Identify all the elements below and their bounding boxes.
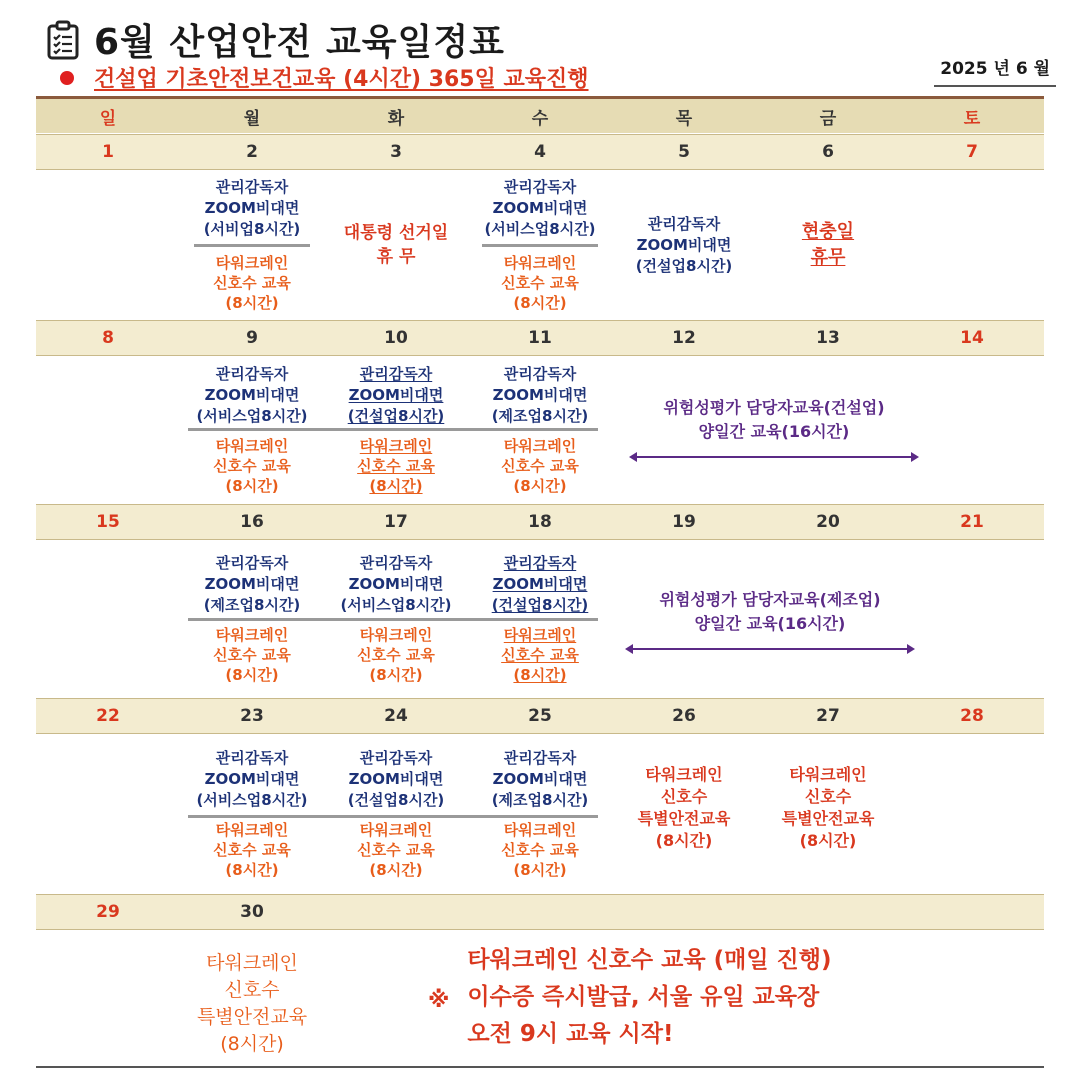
date-number: 13 bbox=[816, 328, 840, 348]
course-mode: ZOOM비대면 bbox=[204, 575, 300, 593]
divider bbox=[188, 618, 598, 621]
course-type: 특별안전교육 bbox=[781, 809, 875, 828]
day-cell bbox=[900, 734, 1044, 894]
date-number: 8 bbox=[102, 328, 114, 348]
course-title: 관리감독자 bbox=[359, 749, 433, 767]
course-title: 타워크레인 bbox=[503, 821, 577, 839]
course-detail: (서비스업8시간) bbox=[340, 596, 452, 614]
event-title: 위험성평가 담당자교육(제조업) bbox=[659, 590, 881, 609]
course-subtitle: 신호수 교육 bbox=[357, 646, 435, 664]
double-arrow-icon bbox=[629, 452, 919, 462]
course-subtitle: 신호수 교육 bbox=[213, 841, 291, 859]
day-cell bbox=[324, 734, 468, 894]
date-number: 3 bbox=[390, 142, 402, 162]
course-title: 타워크레인 bbox=[359, 821, 433, 839]
day-cell bbox=[36, 930, 180, 1078]
course-title: 관리감독자 bbox=[215, 749, 289, 767]
course-title: 관리감독자 bbox=[503, 749, 577, 767]
course-mode: ZOOM비대면 bbox=[492, 199, 588, 217]
date-number: 24 bbox=[384, 706, 408, 726]
date-number bbox=[612, 895, 756, 929]
date-number: 17 bbox=[384, 512, 408, 532]
course-duration: (8시간) bbox=[513, 861, 567, 879]
holiday-status: 휴무 bbox=[810, 247, 846, 268]
date-number bbox=[468, 895, 612, 929]
course-duration: (8시간) bbox=[225, 666, 279, 684]
page-title: 6월 산업안전 교육일정표 bbox=[94, 22, 505, 63]
date-number bbox=[756, 895, 900, 929]
date-row bbox=[36, 320, 1044, 356]
date-number: 28 bbox=[960, 706, 984, 726]
course-title: 타워크레인 bbox=[215, 437, 289, 455]
course-title: 관리감독자 bbox=[215, 365, 289, 383]
course-detail: (건설업8시간) bbox=[347, 407, 445, 425]
day-cell bbox=[324, 170, 468, 320]
course-subtitle: 신호수 bbox=[660, 787, 708, 806]
course-detail: (건설업8시간) bbox=[491, 596, 589, 614]
course-mode: ZOOM비대면 bbox=[348, 386, 444, 404]
weekday-mon: 월 bbox=[243, 108, 261, 129]
date-number: 12 bbox=[672, 328, 696, 348]
course-title: 관리감독자 bbox=[503, 554, 577, 572]
date-number: 26 bbox=[672, 706, 696, 726]
day-cell bbox=[612, 734, 756, 894]
notice-box bbox=[428, 942, 948, 1053]
weekday-fri: 금 bbox=[819, 108, 837, 129]
notice-lines bbox=[467, 942, 831, 1053]
course-subtitle: 신호수 교육 bbox=[357, 457, 435, 475]
course-subtitle: 신호수 교육 bbox=[357, 841, 435, 859]
date-number: 7 bbox=[966, 142, 978, 162]
course-detail: (제조업8시간) bbox=[203, 596, 301, 614]
course-mode: ZOOM비대면 bbox=[492, 575, 588, 593]
course-mode: ZOOM비대면 bbox=[348, 770, 444, 788]
multi-day-event bbox=[620, 588, 920, 654]
calendar bbox=[36, 96, 1044, 1078]
holiday-name: 현충일 bbox=[801, 221, 855, 242]
course-subtitle: 신호수 교육 bbox=[213, 457, 291, 475]
notice-line: 이수증 즉시발급, 서울 유일 교육장 bbox=[467, 984, 820, 1010]
date-number: 10 bbox=[384, 328, 408, 348]
reference-mark-icon: ※ bbox=[428, 988, 450, 1013]
week-row bbox=[36, 356, 1044, 504]
course-duration: (8시간) bbox=[369, 666, 423, 684]
course-duration: (8시간) bbox=[225, 861, 279, 879]
course-title: 관리감독자 bbox=[359, 365, 433, 383]
date-number: 27 bbox=[816, 706, 840, 726]
date-row bbox=[36, 504, 1044, 540]
date-number: 18 bbox=[528, 512, 552, 532]
date-number: 29 bbox=[96, 902, 120, 922]
weekday-header-row bbox=[36, 99, 1044, 134]
course-detail: (제조업8시간) bbox=[491, 791, 589, 809]
subtitle-text: 건설업 기초안전보건교육 (4시간) 365일 교육진행 bbox=[94, 67, 589, 92]
weekday-sun: 일 bbox=[99, 108, 117, 129]
date-number: 11 bbox=[528, 328, 552, 348]
weekday-sat: 토 bbox=[963, 108, 981, 129]
course-mode: ZOOM비대면 bbox=[204, 199, 300, 217]
course-title: 관리감독자 bbox=[215, 178, 289, 196]
divider bbox=[482, 244, 598, 247]
course-duration: (8시간) bbox=[513, 294, 567, 312]
course-duration: (8시간) bbox=[513, 477, 567, 495]
course-title: 타워크레인 bbox=[503, 254, 577, 272]
day-cell bbox=[36, 734, 180, 894]
divider bbox=[194, 244, 310, 247]
date-row bbox=[36, 134, 1044, 170]
day-cell bbox=[180, 734, 324, 894]
subtitle bbox=[60, 62, 589, 93]
week-row bbox=[36, 170, 1044, 320]
date-number: 21 bbox=[960, 512, 984, 532]
bullet-icon bbox=[60, 71, 74, 85]
course-type: 특별안전교육 bbox=[637, 809, 731, 828]
course-title: 타워크레인 bbox=[359, 437, 433, 455]
day-cell bbox=[900, 540, 1044, 698]
weekday-thu: 목 bbox=[675, 108, 693, 129]
event-title: 위험성평가 담당자교육(건설업) bbox=[663, 398, 885, 417]
course-title: 관리감독자 bbox=[215, 554, 289, 572]
date-number: 1 bbox=[102, 142, 114, 162]
date-number: 16 bbox=[240, 512, 264, 532]
weekday-tue: 화 bbox=[387, 108, 405, 129]
course-duration: (8시간) bbox=[369, 861, 423, 879]
course-duration: (8시간) bbox=[225, 294, 279, 312]
event-duration: 양일간 교육(16시간) bbox=[698, 422, 850, 441]
notice-content bbox=[428, 942, 832, 1053]
event-duration: 양일간 교육(16시간) bbox=[694, 614, 846, 633]
day-cell bbox=[900, 170, 1044, 320]
day-cell bbox=[756, 170, 900, 320]
divider bbox=[188, 428, 598, 431]
clipboard-checklist-icon bbox=[46, 20, 80, 60]
course-type: 특별안전교육 bbox=[196, 1006, 308, 1028]
course-mode: ZOOM비대면 bbox=[492, 770, 588, 788]
course-detail: (서비스업8시간) bbox=[196, 407, 308, 425]
holiday-status: 휴 무 bbox=[376, 247, 416, 267]
day-cell bbox=[36, 356, 180, 504]
course-title: 관리감독자 bbox=[359, 554, 433, 572]
course-title: 타워크레인 bbox=[503, 437, 577, 455]
date-number: 30 bbox=[240, 902, 264, 922]
multi-day-event bbox=[624, 396, 924, 462]
course-title: 타워크레인 bbox=[215, 254, 289, 272]
course-detail: (서비스업8시간) bbox=[196, 791, 308, 809]
course-title: 관리감독자 bbox=[503, 178, 577, 196]
course-subtitle: 신호수 bbox=[804, 787, 852, 806]
course-mode: ZOOM비대면 bbox=[204, 770, 300, 788]
date-number: 6 bbox=[822, 142, 834, 162]
course-mode: ZOOM비대면 bbox=[204, 386, 300, 404]
course-subtitle: 신호수 교육 bbox=[501, 274, 579, 292]
day-cell bbox=[756, 734, 900, 894]
date-number: 22 bbox=[96, 706, 120, 726]
date-number: 19 bbox=[672, 512, 696, 532]
holiday-name: 대통령 선거일 bbox=[343, 223, 449, 243]
course-title: 타워크레인 bbox=[215, 821, 289, 839]
course-duration: (8시간) bbox=[220, 1033, 284, 1055]
date-number: 9 bbox=[246, 328, 258, 348]
day-cell bbox=[468, 734, 612, 894]
day-cell bbox=[180, 170, 324, 320]
course-subtitle: 신호수 교육 bbox=[501, 646, 579, 664]
course-subtitle: 신호수 교육 bbox=[501, 457, 579, 475]
date-number bbox=[324, 895, 468, 929]
course-mode: ZOOM비대면 bbox=[348, 575, 444, 593]
course-title: 타워크레인 bbox=[215, 626, 289, 644]
week-row bbox=[36, 734, 1044, 894]
course-title: 관리감독자 bbox=[503, 365, 577, 383]
day-cell bbox=[36, 540, 180, 698]
date-row bbox=[36, 698, 1044, 734]
course-duration: (8시간) bbox=[369, 477, 423, 495]
notice-line: 타워크레인 신호수 교육 (매일 진행) bbox=[467, 947, 832, 973]
course-detail: (건설업8시간) bbox=[635, 256, 733, 275]
course-mode: ZOOM비대면 bbox=[492, 386, 588, 404]
date-number: 2 bbox=[246, 142, 258, 162]
course-subtitle: 신호수 교육 bbox=[213, 646, 291, 664]
course-title: 관리감독자 bbox=[647, 214, 721, 233]
date-row bbox=[36, 894, 1044, 930]
course-subtitle: 신호수 교육 bbox=[213, 274, 291, 292]
course-detail: (건설업8시간) bbox=[347, 791, 445, 809]
course-duration: (8시간) bbox=[799, 831, 857, 850]
course-duration: (8시간) bbox=[655, 831, 713, 850]
date-number: 23 bbox=[240, 706, 264, 726]
course-title: 타워크레인 bbox=[206, 952, 298, 974]
date-number: 25 bbox=[528, 706, 552, 726]
day-cell bbox=[612, 170, 756, 320]
course-detail: (서비스업8시간) bbox=[484, 220, 596, 238]
day-cell bbox=[468, 170, 612, 320]
day-cell bbox=[36, 170, 180, 320]
double-arrow-icon bbox=[625, 644, 915, 654]
date-number: 15 bbox=[96, 512, 120, 532]
course-detail: (서비업8시간) bbox=[203, 220, 301, 238]
course-title: 타워크레인 bbox=[789, 765, 867, 784]
course-title: 타워크레인 bbox=[645, 765, 723, 784]
divider bbox=[188, 815, 598, 818]
week-row bbox=[36, 540, 1044, 698]
course-subtitle: 신호수 교육 bbox=[501, 841, 579, 859]
course-mode: ZOOM비대면 bbox=[636, 235, 732, 254]
course-subtitle: 신호수 bbox=[224, 979, 280, 1001]
year-month-label: 2025 년 6 월 bbox=[934, 54, 1056, 87]
week-row bbox=[36, 930, 1044, 1078]
date-number: 14 bbox=[960, 328, 984, 348]
bottom-rule bbox=[36, 1066, 1044, 1068]
course-title: 타워크레인 bbox=[359, 626, 433, 644]
course-duration: (8시간) bbox=[513, 666, 567, 684]
course-title: 타워크레인 bbox=[503, 626, 577, 644]
date-number: 5 bbox=[678, 142, 690, 162]
title-row bbox=[46, 14, 505, 65]
course-detail: (제조업8시간) bbox=[491, 407, 589, 425]
notice-line: 오전 9시 교육 시작! bbox=[467, 1021, 674, 1047]
course-duration: (8시간) bbox=[225, 477, 279, 495]
day-cell bbox=[180, 930, 324, 1078]
date-number: 20 bbox=[816, 512, 840, 532]
date-number bbox=[900, 895, 1044, 929]
date-number: 4 bbox=[534, 142, 546, 162]
weekday-wed: 수 bbox=[531, 108, 549, 129]
